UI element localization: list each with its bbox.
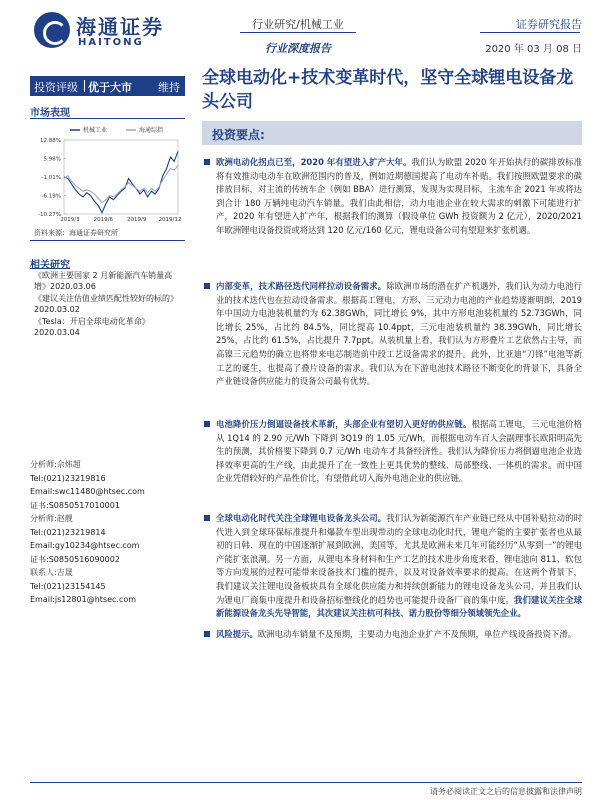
related-item[interactable]: 《Tesla：开启全球电动化革命》2020.03.04 — [34, 317, 150, 337]
contact-email[interactable]: Email:js12801@htsec.com — [30, 595, 137, 604]
report-category: 行业研究/机械工业 — [252, 18, 344, 31]
analyst-tel: Tel:(021)23219816 — [30, 473, 106, 483]
bullet-text: 除欧洲市场的潜在扩产机遇外，我们认为动力电池行业的技术迭代也在拉动设备需求。根据高工锂电，方形、三元动力电池的产业趋势逐渐明朗，2019 年中国动力电池装机量约为 62.38GWh，同比增长 9%，其中方形电池装机量约 52.73GWh，同比增长 25%，占比约 84.5%，同比提高 10.4ppt，三元电池装机量约 38.39GWh，同比增长 25%，占比约 61.5%，占比提升 7.7ppt。从装机量上看，我们认为方形叠片工艺依然占主导，而高镍三元趋势的确立也将带来电芯制造前中段工艺设备需求的提升。此外，比亚迪“刀锋”电池等新工艺的诞生，也提高了叠片设备的需求。我们认为在下游电池技术路径不断变化的背景下，具备全产业链设备供应能力的设备公司最有优势。 — [216, 281, 582, 387]
analyst-tel: Tel:(021)23219814 — [30, 527, 106, 537]
divider — [240, 32, 356, 33]
bullet-lead: 电池降价压力倒逼设备技术革新，头部企业有望切入更好的供应链。 — [216, 419, 472, 429]
contact-tel: Tel:(021)23154145 — [30, 581, 106, 591]
x-tick-label: 2019/9 — [126, 217, 147, 223]
divider — [30, 782, 582, 783]
bullet-point — [202, 512, 582, 621]
plot-frame — [64, 140, 178, 214]
bullet-lead: 欧洲电动化拐点已至，2020 年有望进入扩产大年。 — [216, 157, 412, 167]
bullet-point — [202, 628, 582, 642]
investment-points-title: 投资要点: — [212, 128, 265, 142]
related-item[interactable]: 《欧洲主要国家 2 月新能源汽车销量高增》2020.03.06 — [34, 271, 173, 291]
rating-value: 优于大市 — [88, 81, 132, 94]
report-category-block — [228, 16, 368, 56]
series-line — [64, 151, 178, 212]
doc-type: 证券研究报告 — [516, 18, 582, 31]
analyst-name: 分析师:赵靓 — [30, 514, 73, 523]
bullet-square-icon — [204, 159, 210, 165]
logo-chinese: 海通证券 — [76, 15, 164, 39]
market-chart — [30, 122, 185, 237]
analyst-email[interactable]: Email:swc11480@htsec.com — [30, 487, 145, 496]
rating-bar — [30, 76, 185, 96]
bullet-square-icon — [204, 515, 210, 521]
legend-label: 机械工业 — [83, 127, 108, 134]
bullet-text: 我们认为欧盟 2020 年开始执行的碳排放标准将有效推动电动车在欧洲范围内的普及，例如近期德国提高了电动车补贴。我们按照欧盟要求的碳排放目标，对主流的传统车企（例如 BBA）进行测算，发现为实现目标，主流车企 2021 年或将达到合计 180 万辆纯电动汽车销量。我们由此相信，动力电池企业在较大需求的刺激下可能进行扩产，2020 年有望进入扩产年，根据我们的测算（假设单位 GWh 投资额为 2 亿元），2020/2021 年欧洲锂电设备投资或将达到 120 亿元/160 亿元，锂电设备公司有望迎来扩张机遇。 — [216, 157, 582, 235]
divider — [30, 268, 70, 269]
market-chart-svg — [30, 122, 185, 227]
rating-label: 投资评级 — [34, 81, 78, 94]
series-line — [64, 166, 178, 203]
analyst-cert: 证书:S0850517010001 — [30, 500, 120, 510]
bullet-point — [202, 280, 582, 389]
bullet-square-icon — [204, 283, 210, 289]
analyst-list — [30, 458, 185, 607]
y-tick-label: -1.01% — [41, 175, 61, 181]
report-doc-block — [462, 16, 582, 55]
contact-name: 联系人:吉晟 — [30, 568, 73, 577]
rating-action: 维持 — [158, 81, 180, 94]
related-item[interactable]: 《建议关注估值业绩匹配性较好的标的》2020.03.02 — [34, 294, 178, 314]
bullet-lead: 内部变革，技术路径迭代同样拉动设备需求。 — [216, 281, 387, 291]
investment-points-header — [202, 121, 582, 145]
bullet-tail: 我们建议关注全球新能源设备龙头先导智能，其次建议关注杭可科技、诺力股份等细分领域领先企业。 — [216, 594, 583, 619]
report-title: 全球电动化+技术变革时代，坚守全球锂电设备龙头公司 — [202, 68, 574, 112]
market-heading: 市场表现 — [30, 108, 70, 119]
divider — [84, 80, 85, 92]
chart-source: 资料来源：海通证券研究所 — [34, 229, 118, 237]
x-tick-label: 2019/3 — [60, 217, 80, 223]
divider — [480, 32, 580, 33]
related-list — [34, 270, 184, 339]
y-tick-label: -10.27% — [38, 212, 61, 218]
bullet-lead: 全球电动化时代关注全球锂电设备龙头公司。 — [216, 513, 387, 523]
report-type: 行业深度报告 — [265, 42, 331, 55]
analyst-email[interactable]: Email:gy10234@htsec.com — [30, 541, 140, 550]
divider — [30, 240, 185, 241]
divider — [30, 118, 185, 119]
logo-mark-icon — [34, 12, 70, 48]
x-tick-label: 2019/6 — [93, 217, 114, 223]
bullet-square-icon — [204, 631, 210, 637]
analyst-cert: 证书:S0850516090002 — [30, 554, 120, 564]
related-heading: 相关研究 — [30, 260, 70, 271]
bullet-square-icon — [204, 421, 210, 427]
company-logo — [34, 10, 174, 54]
x-tick-label: 2019/12 — [158, 217, 182, 223]
report-date: 2020 年 03 月 08 日 — [485, 44, 582, 55]
y-tick-label: 12.88% — [40, 138, 61, 144]
bullet-lead: 风险提示。 — [216, 629, 258, 639]
legend-label: 海通综指 — [139, 127, 164, 134]
logo-english: HAITONG — [78, 37, 144, 48]
y-tick-label: -6.19% — [41, 193, 61, 200]
page-header — [0, 0, 600, 62]
bullet-point — [202, 156, 582, 238]
bullet-text: 欧洲电动车销量不及预期，主要动力电池企业扩产不及预期，单位产线设备投资下滑。 — [257, 629, 577, 639]
bullet-text: 我们认为新能源汽车产业链已经从中国补贴拉动的时代进入到全球环保标准提升和爆款车型出现带动的全球电动化时代，锂电产能的主要扩张者也从最初的日韩、现在的中国逐渐扩展到欧洲、美国等，尤其是欧洲未来几年可能经历“从零到一”的锂电产能扩张浪潮。另一方面，从锂电本身材料和生产工艺的技术进步角度来看，锂电池向 811、软包等方向发展的过程可能带来设备技术门槛的提升，以及对设备效率要求的提高。在这两个背景下，我们建议关注锂电设备板块具有全球化供应能力和持续创新能力的锂电设备龙头公司，并且我们认为锂电厂商集中度提升和设备招标整线化的趋势也可能提升设备厂商的集中度。 — [216, 513, 582, 605]
bullet-point — [202, 418, 582, 486]
analyst-name: 分析师:佘炜超 — [30, 460, 81, 469]
y-tick-label: 5.98% — [43, 156, 61, 163]
disclaimer[interactable]: 请务必阅读正文之后的信息披露和法律声明 — [430, 787, 582, 796]
bullet-text: 根据高工锂电，三元电池价格从 1Q14 的 2.90 元/Wh 下降到 3Q19 的 1.05 元/Wh，而根据电动车百人会副理事长欧阳明高先生的预测，其价格要下降到 0.7 元/Wh 电动车才具备经济性。我们认为降价压力将倒逼电池企业选择效率更高的生产线，由此提升了在一致性上更具优势的整线、局部整线、一体机的需求。而中国企业凭借较好的产品性价比，有望借此切入海外电池企业的供应链。 — [216, 419, 583, 484]
